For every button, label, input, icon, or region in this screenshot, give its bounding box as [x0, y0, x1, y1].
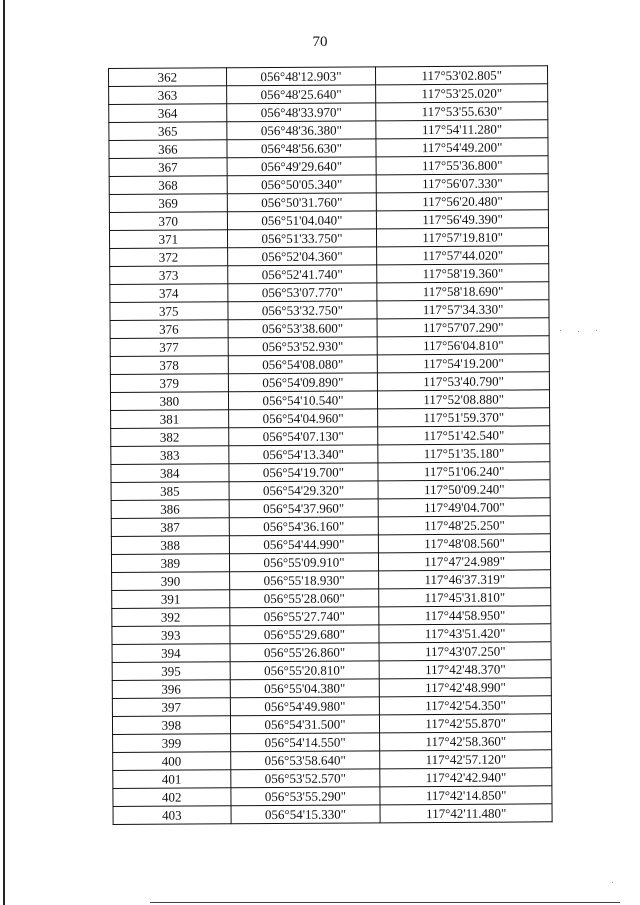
table-row [110, 264, 549, 285]
scan-speck [578, 331, 579, 332]
longitude-cell: 117°57'34.330" [377, 300, 549, 319]
longitude-cell: 117°56'49.390" [377, 210, 549, 229]
point-number-cell: 373 [110, 266, 228, 285]
longitude-cell: 117°57'07.290" [377, 318, 549, 337]
longitude-cell: 117°42'54.350" [380, 696, 552, 715]
longitude-cell: 117°51'42.540" [378, 426, 550, 445]
table-row [113, 750, 552, 771]
latitude-cell: 056°55'26.860" [230, 643, 380, 662]
point-number-cell: 395 [112, 662, 230, 681]
point-number-cell: 372 [110, 248, 228, 267]
point-number-cell: 376 [110, 320, 228, 339]
point-number-cell: 388 [111, 536, 229, 555]
point-number-cell: 374 [110, 284, 228, 303]
point-number-cell: 362 [109, 68, 227, 87]
latitude-cell: 056°53'58.640" [230, 751, 380, 770]
table-row [111, 534, 550, 555]
point-number-cell: 400 [113, 752, 231, 771]
longitude-cell: 117°44'58.950" [379, 606, 551, 625]
point-number-cell: 379 [110, 374, 228, 393]
latitude-cell: 056°54'07.130" [228, 427, 378, 446]
point-number-cell: 377 [110, 338, 228, 357]
table-row [111, 462, 550, 483]
latitude-cell: 056°54'09.890" [228, 373, 378, 392]
point-number-cell: 393 [112, 626, 230, 645]
latitude-cell: 056°49'29.640" [227, 157, 377, 176]
longitude-cell: 117°47'24.989" [379, 552, 551, 571]
point-number-cell: 392 [112, 608, 230, 627]
point-number-cell: 368 [109, 176, 227, 195]
latitude-cell: 056°48'12.903" [226, 67, 376, 86]
point-number-cell: 381 [111, 410, 229, 429]
point-number-cell: 391 [112, 590, 230, 609]
table-row [110, 390, 549, 411]
table-row [111, 498, 550, 519]
table-row [110, 282, 549, 303]
point-number-cell: 363 [109, 86, 227, 105]
latitude-cell: 056°53'52.930" [228, 337, 378, 356]
latitude-cell: 056°51'04.040" [227, 211, 377, 230]
table-row [110, 300, 549, 321]
latitude-cell: 056°53'52.570" [230, 769, 380, 788]
longitude-cell: 117°54'11.280" [376, 120, 548, 139]
table-row [112, 696, 551, 717]
point-number-cell: 403 [113, 806, 231, 825]
scan-speck [560, 330, 561, 331]
point-number-cell: 375 [110, 302, 228, 321]
longitude-cell: 117°55'36.800" [376, 156, 548, 175]
table-row [109, 174, 548, 195]
table-row [109, 138, 548, 159]
table-row [111, 444, 550, 465]
page-number: 70 [312, 34, 328, 50]
table-row [109, 66, 548, 87]
table-row [111, 408, 550, 429]
table-row [113, 786, 552, 807]
table-row [109, 228, 548, 249]
table-row [110, 318, 549, 339]
longitude-cell: 117°49'04.700" [378, 498, 550, 517]
longitude-cell: 117°42'55.870" [380, 714, 552, 733]
latitude-cell: 056°48'56.630" [227, 139, 377, 158]
point-number-cell: 383 [111, 446, 229, 465]
point-number-cell: 386 [111, 500, 229, 519]
table-row [112, 660, 551, 681]
point-number-cell: 382 [111, 428, 229, 447]
longitude-cell: 117°53'02.805" [376, 66, 548, 85]
table-row [112, 606, 551, 627]
table-row [109, 120, 548, 141]
latitude-cell: 056°54'04.960" [228, 409, 378, 428]
latitude-cell: 056°55'28.060" [229, 589, 379, 608]
table-row [109, 210, 548, 231]
latitude-cell: 056°51'33.750" [227, 229, 377, 248]
latitude-cell: 056°52'41.740" [227, 265, 377, 284]
longitude-cell: 117°42'48.990" [380, 678, 552, 697]
table-row [110, 246, 549, 267]
longitude-cell: 117°48'25.250" [379, 516, 551, 535]
point-number-cell: 384 [111, 464, 229, 483]
point-number-cell: 390 [112, 572, 230, 591]
point-number-cell: 364 [109, 104, 227, 123]
point-number-cell: 399 [113, 734, 231, 753]
table-row [109, 84, 548, 105]
table-row [112, 624, 551, 645]
latitude-cell: 056°55'20.810" [230, 661, 380, 680]
point-number-cell: 380 [110, 392, 228, 411]
longitude-cell: 117°50'09.240" [378, 480, 550, 499]
latitude-cell: 056°55'18.930" [229, 571, 379, 590]
longitude-cell: 117°56'04.810" [377, 336, 549, 355]
table-row [110, 336, 549, 357]
longitude-cell: 117°54'49.200" [376, 138, 548, 157]
scan-speck [612, 882, 613, 883]
latitude-cell: 056°53'32.750" [228, 301, 378, 320]
latitude-cell: 056°54'44.990" [229, 535, 379, 554]
longitude-cell: 117°57'19.810" [377, 228, 549, 247]
latitude-cell: 056°55'27.740" [229, 607, 379, 626]
table-row [111, 516, 550, 537]
longitude-cell: 117°53'25.020" [376, 84, 548, 103]
latitude-cell: 056°55'29.680" [230, 625, 380, 644]
point-number-cell: 371 [109, 230, 227, 249]
table-row [110, 354, 549, 375]
longitude-cell: 117°58'18.690" [377, 282, 549, 301]
longitude-cell: 117°56'20.480" [377, 192, 549, 211]
table-row [112, 642, 551, 663]
longitude-cell: 117°42'58.360" [380, 732, 552, 751]
table-row [111, 480, 550, 501]
longitude-cell: 117°53'55.630" [376, 102, 548, 121]
point-number-cell: 365 [109, 122, 227, 141]
table-row [112, 588, 551, 609]
longitude-cell: 117°42'11.480" [380, 804, 552, 823]
longitude-cell: 117°58'19.360" [377, 264, 549, 283]
longitude-cell: 117°57'44.020" [377, 246, 549, 265]
table-row [112, 714, 551, 735]
point-number-cell: 402 [113, 788, 231, 807]
latitude-cell: 056°50'05.340" [227, 175, 377, 194]
longitude-cell: 117°42'57.120" [380, 750, 552, 769]
table-row [113, 732, 552, 753]
latitude-cell: 056°53'38.600" [228, 319, 378, 338]
longitude-cell: 117°51'35.180" [378, 444, 550, 463]
latitude-cell: 056°52'04.360" [227, 247, 377, 266]
latitude-cell: 056°48'33.970" [226, 103, 376, 122]
longitude-cell: 117°42'14.850" [380, 786, 552, 805]
point-number-cell: 398 [112, 716, 230, 735]
point-number-cell: 367 [109, 158, 227, 177]
point-number-cell: 378 [110, 356, 228, 375]
point-number-cell: 385 [111, 482, 229, 501]
point-number-cell: 389 [111, 554, 229, 573]
longitude-cell: 117°48'08.560" [379, 534, 551, 553]
point-number-cell: 370 [109, 212, 227, 231]
point-number-cell: 394 [112, 644, 230, 663]
latitude-cell: 056°54'36.160" [229, 517, 379, 536]
longitude-cell: 117°52'08.880" [378, 390, 550, 409]
latitude-cell: 056°54'29.320" [229, 481, 379, 500]
latitude-cell: 056°54'13.340" [228, 445, 378, 464]
longitude-cell: 117°46'37.319" [379, 570, 551, 589]
point-number-cell: 396 [112, 680, 230, 699]
latitude-cell: 056°54'10.540" [228, 391, 378, 410]
latitude-cell: 056°50'31.760" [227, 193, 377, 212]
longitude-cell: 117°43'07.250" [379, 642, 551, 661]
point-number-cell: 387 [111, 518, 229, 537]
point-number-cell: 366 [109, 140, 227, 159]
latitude-cell: 056°55'09.910" [229, 553, 379, 572]
scan-speck [596, 330, 597, 331]
latitude-cell: 056°54'14.550" [230, 733, 380, 752]
table-row [109, 102, 548, 123]
point-number-cell: 397 [112, 698, 230, 717]
coordinates-table-body [109, 66, 553, 825]
latitude-cell: 056°48'25.640" [226, 85, 376, 104]
longitude-cell: 117°51'06.240" [378, 462, 550, 481]
longitude-cell: 117°45'31.810" [379, 588, 551, 607]
table-row [111, 426, 550, 447]
table-row [109, 156, 548, 177]
latitude-cell: 056°53'07.770" [227, 283, 377, 302]
table-row [113, 804, 552, 825]
longitude-cell: 117°53'40.790" [378, 372, 550, 391]
table-row [111, 552, 550, 573]
latitude-cell: 056°55'04.380" [230, 679, 380, 698]
longitude-cell: 117°54'19.200" [378, 354, 550, 373]
latitude-cell: 056°54'37.960" [229, 499, 379, 518]
longitude-cell: 117°43'51.420" [379, 624, 551, 643]
table-row [113, 768, 552, 789]
latitude-cell: 056°54'31.500" [230, 715, 380, 734]
table-row [112, 570, 551, 591]
longitude-cell: 117°56'07.330" [377, 174, 549, 193]
latitude-cell: 056°48'36.380" [226, 121, 376, 140]
longitude-cell: 117°51'59.370" [378, 408, 550, 427]
latitude-cell: 056°53'55.290" [231, 787, 381, 806]
scan-page-edge [3, 0, 5, 905]
latitude-cell: 056°54'19.700" [229, 463, 379, 482]
table-row [110, 372, 549, 393]
point-number-cell: 401 [113, 770, 231, 789]
longitude-cell: 117°42'48.370" [379, 660, 551, 679]
latitude-cell: 056°54'49.980" [230, 697, 380, 716]
latitude-cell: 056°54'08.080" [228, 355, 378, 374]
latitude-cell: 056°54'15.330" [231, 805, 381, 824]
coordinates-table [108, 65, 553, 825]
bottom-rule [150, 902, 620, 903]
longitude-cell: 117°42'42.940" [380, 768, 552, 787]
table-row [109, 192, 548, 213]
point-number-cell: 369 [109, 194, 227, 213]
table-row [112, 678, 551, 699]
